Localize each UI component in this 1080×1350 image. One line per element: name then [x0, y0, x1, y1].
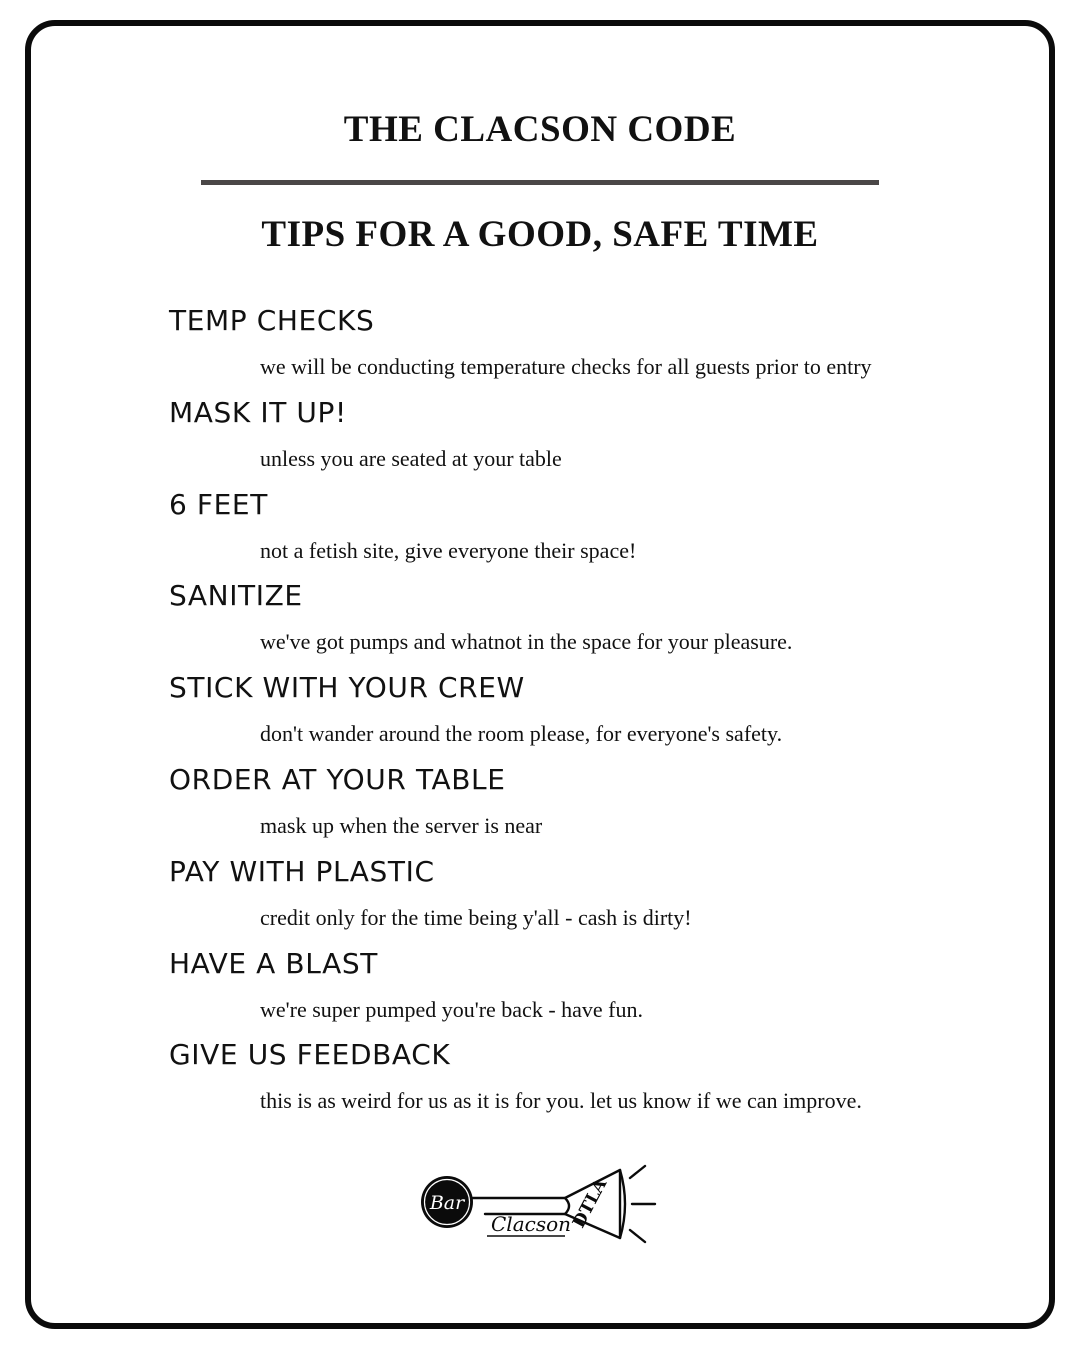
tip-item: [169, 1038, 929, 1130]
tip-description: we will be conducting temperature checks for all guests prior to entry: [260, 354, 872, 379]
tip-item: [169, 579, 929, 671]
tip-item: [169, 671, 929, 763]
tip-description: we're super pumped you're back - have fun.: [260, 996, 644, 1022]
tip-heading: HAVE A BLAST: [169, 946, 378, 980]
tip-heading: PAY WITH PLASTIC: [169, 854, 435, 888]
logo-script-text: Clacson: [491, 1212, 572, 1236]
tip-heading: 6 FEET: [169, 487, 268, 521]
tip-item: [169, 488, 929, 580]
tip-heading: STICK WITH YOUR CREW: [169, 671, 525, 705]
tip-description: credit only for the time being y'all - cash is dirty!: [260, 904, 692, 930]
tip-description: don't wander around the room please, for everyone's safety.: [260, 721, 783, 747]
bar-clacson-logo: [415, 1160, 665, 1245]
tip-heading: ORDER AT YOUR TABLE: [169, 762, 506, 796]
tip-item: [169, 855, 929, 947]
logo-badge-text: Bar: [429, 1192, 465, 1214]
tip-description: this is as weird for us as it is for you. let us know if we can improve.: [260, 1088, 862, 1114]
tip-heading: TEMP CHECKS: [169, 304, 375, 337]
page-subtitle: TIPS FOR A GOOD, SAFE TIME: [261, 214, 819, 255]
tip-description: unless you are seated at your table: [260, 445, 562, 471]
tip-description: not a fetish site, give everyone their space!: [260, 537, 637, 563]
tip-item: [169, 396, 929, 488]
tip-heading: SANITIZE: [169, 579, 303, 613]
tip-item: [169, 763, 929, 855]
title-divider: [201, 180, 879, 185]
tips-list: [169, 304, 929, 1130]
logo-horn-text: DTLA: [568, 1175, 612, 1232]
tip-description: mask up when the server is near: [260, 812, 543, 838]
tip-heading: GIVE US FEEDBACK: [169, 1038, 451, 1072]
tip-item: [169, 304, 929, 396]
tip-item: [169, 947, 929, 1039]
page-title: THE CLACSON CODE: [343, 109, 737, 150]
tip-description: we've got pumps and whatnot in the space for your pleasure.: [260, 629, 793, 655]
tip-heading: MASK IT UP!: [169, 395, 347, 429]
